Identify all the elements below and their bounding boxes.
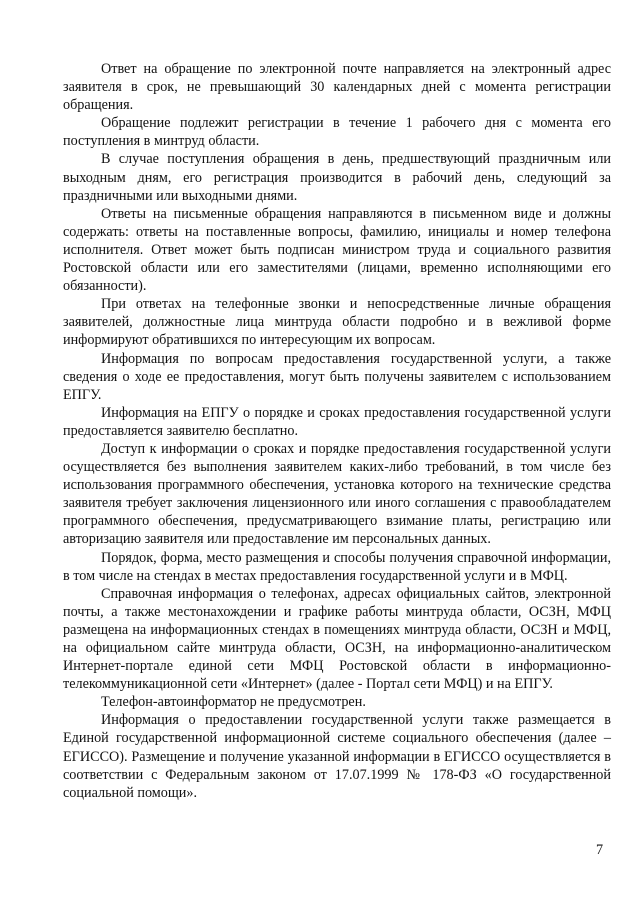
paragraph-10: Справочная информация о телефонах, адресах официальных сайтов, электронной почты, а также местонахождении и графике работы минтруда области, ОСЗН, МФЦ размещена на информационных стендах в помещениях минтруда области, ОСЗН и МФЦ, на официальном сайте минтруда области, ОСЗН, на информационно-аналитическом Интернет-портале единой сети МФЦ Ростовской области в информационно-телекоммуникационной сети «Интернет» (далее - Портал сети МФЦ) и на ЕПГУ.	[63, 585, 611, 693]
paragraph-7: Информация на ЕПГУ о порядке и сроках предоставления государственной услуги предоставляется заявителю бесплатно.	[63, 404, 611, 439]
paragraph-9: Порядок, форма, место размещения и способы получения справочной информации, в том числе на стендах в местах предоставления государственной услуги и в МФЦ.	[63, 549, 611, 584]
paragraph-4: Ответы на письменные обращения направляются в письменном виде и должны содержать: ответы на поставленные вопросы, фамилию, инициалы и номер телефона исполнителя. Ответ может быть подписан министром труда и социального развития Ростовской области или его заместителями (лицами, временно исполняющими его обязанности).	[63, 205, 611, 295]
paragraph-12: Информация о предоставлении государственной услуги также размещается в Единой государственной информационной системе социального обеспечения (далее – ЕГИССО). Размещение и получение указанной информации в ЕГИССО осуществляется в соответствии с Федеральным законом от 17.07.1999 № 178-ФЗ «О государственной социальной помощи».	[63, 712, 611, 801]
paragraph-11: Телефон-автоинформатор не предусмотрен.	[101, 694, 366, 711]
paragraph-2: Обращение подлежит регистрации в течение 1 рабочего дня с момента его поступления в минтруд области.	[63, 115, 611, 150]
paragraph-8: Доступ к информации о сроках и порядке предоставления государственной услуги осуществляется без выполнения заявителем каких-либо требований, в том числе без использования программного обеспечения, установка которого на технические средства заявителя требует заключения лицензионного или иного соглашения с правообладателем программного обеспечения, предусматривающего взимание платы, регистрацию или авторизацию заявителя или предоставление им персональных данных.	[63, 440, 611, 548]
paragraph-1: Ответ на обращение по электронной почте направляется на электронный адрес заявителя в срок, не превышающий 30 календарных дней с момента регистрации обращения.	[63, 61, 611, 114]
paragraph-6: Информация по вопросам предоставления государственной услуги, а также сведения о ходе ее предоставления, могут быть получены заявителем с использованием ЕПГУ.	[63, 350, 611, 403]
paragraph-5: При ответах на телефонные звонки и непосредственные личные обращения заявителей, должностные лица минтруда области подробно и в вежливой форме информируют обратившихся по интересующим их вопросам.	[63, 296, 611, 349]
page-number: 7	[596, 842, 604, 858]
document-body	[63, 60, 611, 802]
paragraph-3: В случае поступления обращения в день, предшествующий праздничным или выходным дням, его регистрация производится в рабочий день, следующий за праздничными или выходными днями.	[63, 151, 611, 204]
